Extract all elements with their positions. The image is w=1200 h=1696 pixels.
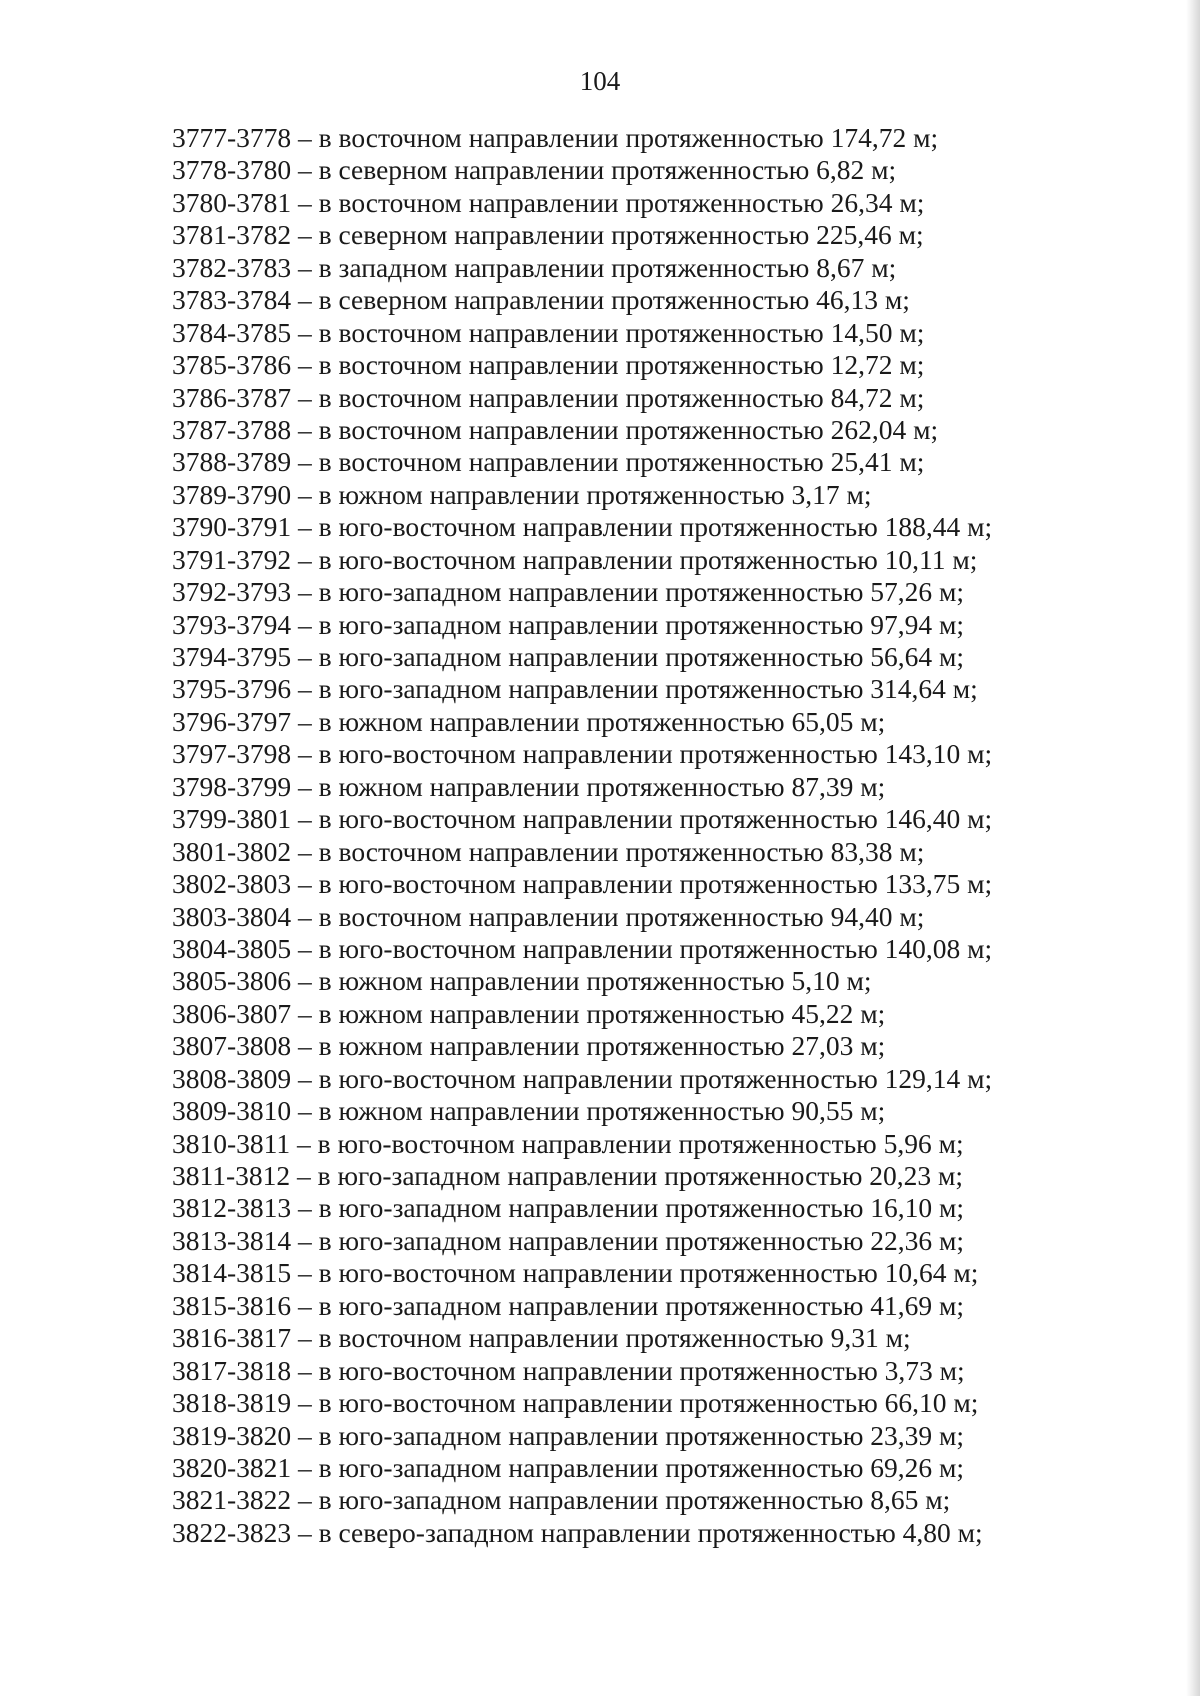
boundary-segment-line: 3811-3812 – в юго-западном направлении протяженностью 20,23 м; bbox=[172, 1160, 964, 1191]
boundary-segment-line: 3788-3789 – в восточном направлении протяженностью 25,41 м; bbox=[172, 446, 925, 478]
boundary-segment-line: 3783-3784 – в северном направлении протяженностью 46,13 м; bbox=[172, 284, 910, 316]
boundary-segment-list bbox=[172, 122, 1072, 1549]
boundary-segment-line: 3796-3797 – в южном направлении протяженностью 65,05 м; bbox=[172, 705, 886, 737]
boundary-segment-line: 3802-3803 – в юго-восточном направлении протяженностью 133,75 м; bbox=[172, 868, 993, 900]
boundary-segment-line: 3803-3804 – в восточном направлении протяженностью 94,40 м; bbox=[172, 900, 925, 932]
boundary-segment-line: 3810-3811 – в юго-восточном направлении протяженностью 5,96 м; bbox=[172, 1127, 964, 1159]
boundary-segment-line: 3791-3792 – в юго-восточном направлении протяженностью 10,11 м; bbox=[172, 543, 978, 575]
boundary-segment-line: 3801-3802 – в восточном направлении протяженностью 83,38 м; bbox=[172, 835, 925, 867]
boundary-segment-line: 3820-3821 – в юго-западном направлении протяженностью 69,26 м; bbox=[172, 1451, 965, 1483]
boundary-segment-line: 3804-3805 – в юго-восточном направлении протяженностью 140,08 м; bbox=[172, 932, 993, 964]
boundary-segment-line: 3795-3796 – в юго-западном направлении протяженностью 314,64 м; bbox=[172, 673, 978, 705]
boundary-segment-line: 3822-3823 – в северо-западном направлении протяженностью 4,80 м; bbox=[172, 1516, 983, 1548]
boundary-segment-line: 3777-3778 – в восточном направлении протяженностью 174,72 м; bbox=[172, 122, 939, 153]
boundary-segment-line: 3809-3810 – в южном направлении протяженностью 90,55 м; bbox=[172, 1095, 886, 1127]
boundary-segment-line: 3799-3801 – в юго-восточном направлении протяженностью 146,40 м; bbox=[172, 803, 993, 835]
boundary-segment-line: 3778-3780 – в северном направлении протяженностью 6,82 м; bbox=[172, 154, 897, 186]
boundary-segment-line: 3814-3815 – в юго-восточном направлении протяженностью 10,64 м; bbox=[172, 1257, 979, 1289]
boundary-segment-line: 3806-3807 – в южном направлении протяженностью 45,22 м; bbox=[172, 997, 886, 1029]
boundary-segment-line: 3813-3814 – в юго-западном направлении протяженностью 22,36 м; bbox=[172, 1224, 965, 1256]
boundary-segment-line: 3819-3820 – в юго-западном направлении протяженностью 23,39 м; bbox=[172, 1419, 965, 1451]
boundary-segment-line: 3807-3808 – в южном направлении протяженностью 27,03 м; bbox=[172, 1030, 886, 1062]
boundary-segment-line: 3798-3799 – в южном направлении протяженностью 87,39 м; bbox=[172, 770, 886, 802]
boundary-segment-line: 3794-3795 – в юго-западном направлении протяженностью 56,64 м; bbox=[172, 641, 965, 672]
boundary-segment-line: 3782-3783 – в западном направлении протяженностью 8,67 м; bbox=[172, 251, 897, 283]
boundary-segment-line: 3784-3785 – в восточном направлении протяженностью 14,50 м; bbox=[172, 316, 925, 348]
boundary-segment-line: 3818-3819 – в юго-восточном направлении протяженностью 66,10 м; bbox=[172, 1387, 979, 1419]
page-number: 104 bbox=[579, 66, 621, 96]
boundary-segment-line: 3790-3791 – в юго-восточном направлении протяженностью 188,44 м; bbox=[172, 511, 993, 543]
boundary-segment-line: 3797-3798 – в юго-восточном направлении протяженностью 143,10 м; bbox=[172, 738, 993, 770]
boundary-segment-line: 3785-3786 – в восточном направлении протяженностью 12,72 м; bbox=[172, 349, 925, 381]
boundary-segment-line: 3817-3818 – в юго-восточном направлении протяженностью 3,73 м; bbox=[172, 1354, 965, 1386]
scan-edge-shadow bbox=[1186, 0, 1200, 1696]
boundary-segment-line: 3781-3782 – в северном направлении протяженностью 225,46 м; bbox=[172, 219, 924, 251]
boundary-segment-line: 3793-3794 – в юго-западном направлении протяженностью 97,94 м; bbox=[172, 608, 965, 640]
boundary-segment-line: 3787-3788 – в восточном направлении протяженностью 262,04 м; bbox=[172, 413, 939, 445]
boundary-segment-line: 3805-3806 – в южном направлении протяженностью 5,10 м; bbox=[172, 965, 872, 997]
boundary-segment-line: 3815-3816 – в юго-западном направлении протяженностью 41,69 м; bbox=[172, 1289, 965, 1321]
boundary-segment-line: 3780-3781 – в восточном направлении протяженностью 26,34 м; bbox=[172, 186, 925, 218]
boundary-segment-line: 3792-3793 – в юго-западном направлении протяженностью 57,26 м; bbox=[172, 576, 965, 608]
boundary-segment-line: 3812-3813 – в юго-западном направлении протяженностью 16,10 м; bbox=[172, 1192, 965, 1224]
boundary-segment-line: 3821-3822 – в юго-западном направлении протяженностью 8,65 м; bbox=[172, 1484, 951, 1516]
boundary-segment-line: 3789-3790 – в южном направлении протяженностью 3,17 м; bbox=[172, 478, 872, 510]
boundary-segment-line: 3786-3787 – в восточном направлении протяженностью 84,72 м; bbox=[172, 381, 925, 413]
boundary-segment-line: 3816-3817 – в восточном направлении протяженностью 9,31 м; bbox=[172, 1322, 911, 1354]
boundary-segment-line: 3808-3809 – в юго-восточном направлении протяженностью 129,14 м; bbox=[172, 1062, 993, 1094]
